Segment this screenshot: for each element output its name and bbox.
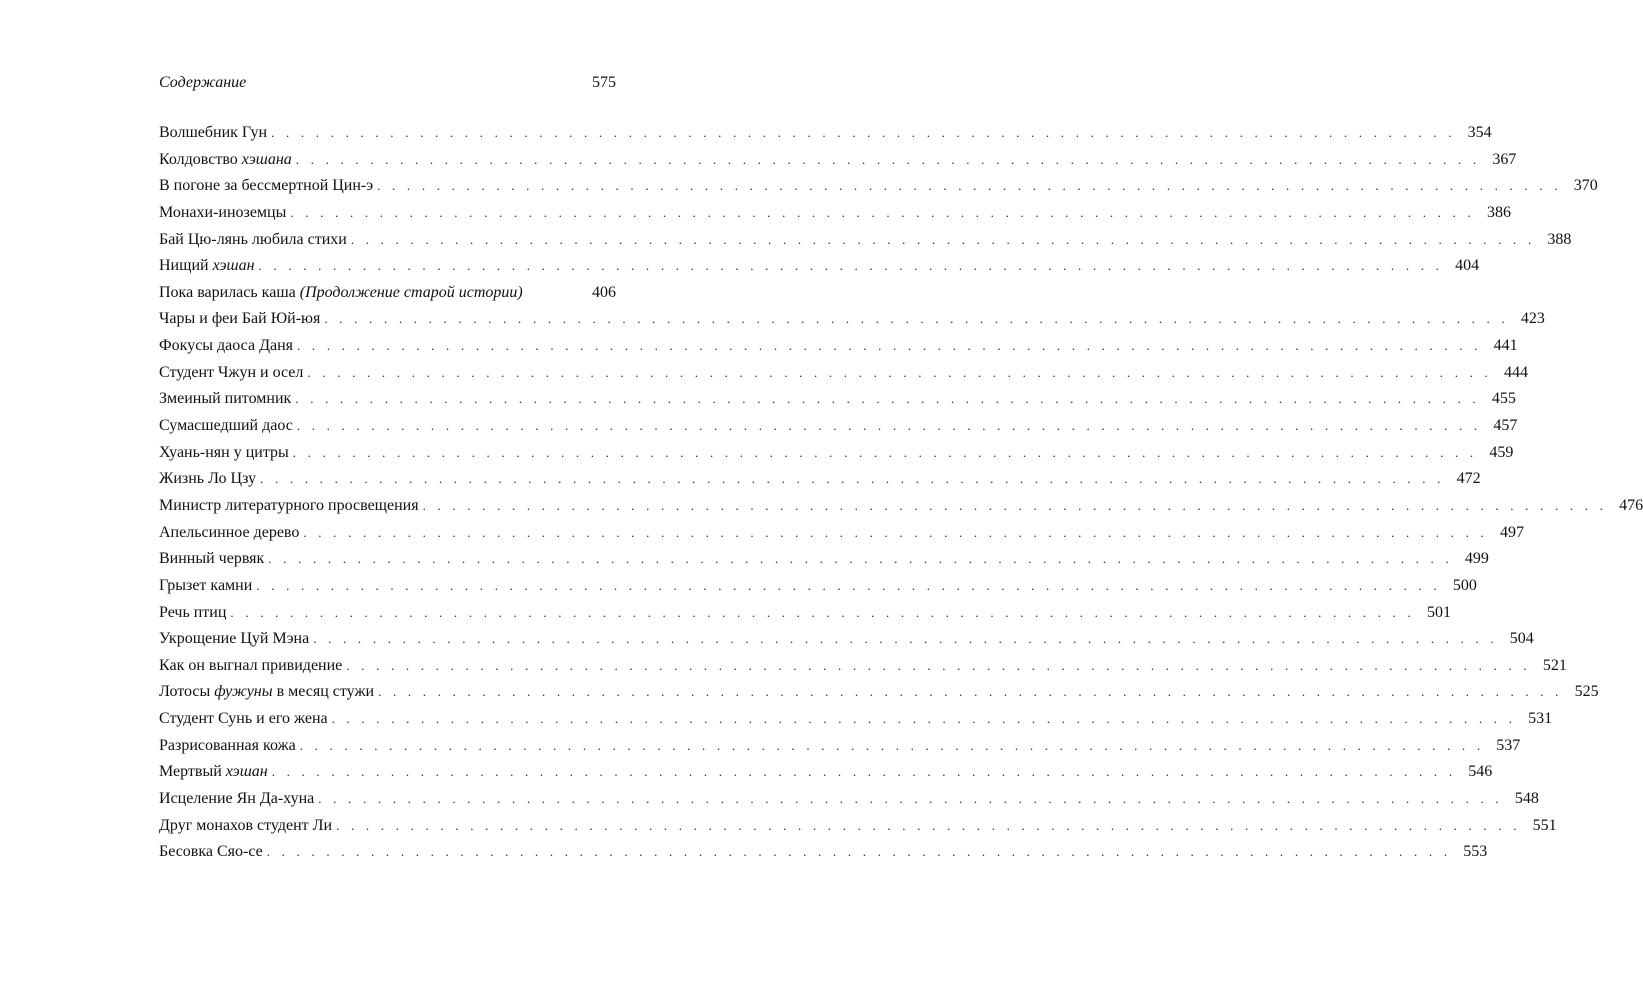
toc-dot-leader: . . . . . . . . . . . . . . . . . . . . . . . . . . . . . . . . . . . . . . . . . . . . . . . . . . . . . . . . . . . . . . . . . . . . . . . . . . . . . . . . — [268, 551, 1453, 567]
toc-entry-page: 548 — [1514, 790, 1539, 808]
toc-entry-title-part: Пока варилась каша — [159, 283, 300, 301]
toc-entry-title — [159, 817, 332, 835]
toc-entry-title — [159, 284, 523, 302]
toc-entry-title — [159, 417, 293, 435]
toc-entry — [159, 816, 1557, 844]
toc-entry — [159, 630, 1534, 657]
toc-entry-page: 497 — [1499, 523, 1524, 541]
toc-entry-page: 455 — [1491, 390, 1516, 408]
toc-entry — [159, 603, 1451, 631]
toc-entry-title-part: Укрощение Цуй Мэна — [159, 630, 310, 648]
toc-entry — [159, 576, 1477, 604]
toc-dot-leader: . . . . . . . . . . . . . . . . . . . . . . . . . . . . . . . . . . . . . . . . . . . . . . . . . . . . . . . . . . . . . . . . . . . . . . . . . . . . . . . . — [299, 737, 1485, 753]
toc-entry-title-part: Министр литературного просвещения — [159, 496, 419, 514]
toc-entry-title-part: Змеиный питомник — [159, 390, 292, 408]
toc-entry-title — [159, 657, 342, 675]
toc-entry-title-italic-part: фужуны — [214, 683, 273, 701]
toc-entry-page: 499 — [1464, 550, 1489, 568]
toc-entry-title-part: Волшебник Гун — [159, 124, 268, 141]
toc-entry-page: 386 — [1486, 203, 1511, 221]
toc-entry-title — [159, 577, 252, 595]
toc-entry-title-part: в месяц стужи — [272, 683, 375, 701]
toc-dot-leader: . . . . . . . . . . . . . . . . . . . . . . . . . . . . . . . . . . . . . . . . . . . . . . . . . . . . . . . . . . . . . . . . . . . . . . . . . . . . . . . . — [296, 418, 1482, 434]
toc-entry — [159, 284, 616, 311]
toc-entry-title-part: Исцеление Ян Да-хуна — [159, 790, 315, 808]
toc-entry — [159, 496, 1643, 524]
toc-dot-leader: . . . . . . . . . . . . . . . . . . . . . . . . . . . . . . . . . . . . . . . . . . . . . . . . . . . . . . . . . . . . . . . . . . . . . . . . . . . . . . . . — [266, 844, 1452, 860]
toc-entry-title — [159, 444, 289, 462]
toc-entry — [159, 736, 1521, 764]
toc-entry-title — [159, 550, 264, 568]
toc-entry-title-part: Нищий — [159, 257, 213, 275]
toc-entry-title-part: Грызет камни — [159, 576, 253, 594]
toc-entry-title-part: Чары и феи Бай Юй-юя — [159, 310, 321, 328]
toc-dot-leader: . . . . . . . . . . . . . . . . . . . . . . . . . . . . . . . . . . . . . . . . . . . . . . . . . . . . . . . . . . . . . . . . . . . . . . . . . . . . . . . . — [331, 711, 1517, 727]
toc-entry-title-part: Речь птиц — [159, 603, 227, 621]
toc-entry — [159, 203, 1511, 231]
toc-entry-page: 457 — [1493, 417, 1518, 435]
toc-entry-page: 370 — [1573, 177, 1598, 195]
toc-entry-title — [159, 257, 255, 275]
toc-entry — [159, 310, 1545, 337]
toc-entry-page: 444 — [1503, 363, 1528, 381]
toc-dot-leader: . . . . . . . . . . . . . . . . . . . . . . . . . . . . . . . . . . . . . . . . . . . . . . . . . . . . . . . . . . . . . . . . . . . . . . . . . . . . . . . . — [295, 151, 1481, 167]
toc-entry — [159, 390, 1516, 417]
toc-dot-leader: . . . . . . . . . . . . . . . . . . . . . . . . . . . . . . . . . . . . . . . . . . . . . . . . . . . . . . . . . . . . . . . . . . . . . . . . . . . . . . . . — [271, 125, 1456, 140]
toc-entry-title — [159, 470, 256, 488]
toc-entry-page: 367 — [1492, 150, 1517, 168]
toc-entry-title — [159, 683, 374, 701]
toc-entry-title — [159, 310, 320, 328]
toc-entry-title-part: Винный червяк — [159, 550, 265, 568]
toc-entry-page: 537 — [1496, 736, 1521, 754]
toc-entry-title — [159, 390, 291, 408]
toc-dot-leader: . . . . . . . . . . . . . . . . . . . . . . . . . . . . . . . . . . . . . . . . . . . . . . . . . . . . . . . . . . . . . . . . . . . . . . . . . . . . . . . . — [422, 497, 1608, 513]
toc-entry — [159, 683, 1599, 710]
toc-entry — [159, 124, 1492, 151]
toc-entry-page: 388 — [1547, 230, 1572, 248]
toc-dot-leader: . . . . . . . . . . . . . . . . . . . . . . . . . . . . . . . . . . . . . . . . . . . . . . . . . . . . . . . . . . . . . . . . . . . . . . . . . . . . . . . . — [292, 444, 1478, 460]
toc-entry-title — [159, 204, 286, 222]
toc-entry — [159, 443, 1514, 471]
toc-dot-leader: . . . . . . . . . . . . . . . . . . . . . . . . . . . . . . . . . . . . . . . . . . . . . . . . . . . . . . . . . . . . . . . . . . . . . . . . . . . . . . . . — [303, 524, 1488, 540]
toc-dot-leader: . . . . . . . . . . . . . . . . . . . . . . . . . . . . . . . . . . . . . . . . . . . . . . . . . . . . . . . . . . . . . . . . . . . . . . . . . . . . . . . . — [377, 178, 1562, 194]
table-of-contents — [159, 124, 1643, 870]
toc-entry-title — [159, 763, 268, 781]
toc-entry-title — [159, 364, 303, 382]
toc-entry-title — [159, 630, 309, 648]
running-header-title: Содержание — [159, 74, 247, 91]
toc-entry-page: 504 — [1509, 630, 1534, 648]
toc-entry-title-part: Колдовство — [159, 150, 242, 168]
toc-entry-title-part: Мертвый — [159, 763, 226, 781]
toc-entry-title-part: В погоне за бессмертной Цин-э — [159, 177, 374, 195]
toc-entry-page: 441 — [1493, 337, 1518, 355]
toc-entry-title-part: Студент Сунь и его жена — [159, 710, 328, 728]
toc-entry-page: 476 — [1619, 496, 1643, 514]
toc-dot-leader: . . . . . . . . . . . . . . . . . . . . . . . . . . . . . . . . . . . . . . . . . . . . . . . . . . . . . . . . . . . . . . . . . . . . . . . . . . . . . . . . — [230, 604, 1415, 620]
toc-dot-leader: . . . . . . . . . . . . . . . . . . . . . . . . . . . . . . . . . . . . . . . . . . . . . . . . . . . . . . . . . . . . . . . . . . . . . . . . . . . . . . . . — [318, 791, 1503, 807]
toc-dot-leader: . . . . . . . . . . . . . . . . . . . . . . . . . . . . . . . . . . . . . . . . . . . . . . . . . . . . . . . . . . . . . . . . . . . . . . . . . . . . . . . . — [256, 577, 1441, 593]
toc-entry — [159, 150, 1517, 178]
toc-entry-title — [159, 710, 328, 728]
toc-entry-title — [159, 737, 296, 755]
toc-entry — [159, 523, 1524, 551]
toc-entry-page: 551 — [1532, 816, 1557, 834]
toc-entry-title-part: Студент Чжун и осел — [159, 363, 304, 381]
toc-entry-title-italic-part: (Продолжение старой истории) — [299, 283, 523, 301]
toc-entry-title — [159, 843, 263, 861]
toc-entry-page: 501 — [1426, 603, 1451, 621]
toc-entry-page: 553 — [1463, 843, 1488, 861]
toc-entry — [159, 337, 1518, 364]
toc-entry-title-part: Бесовка Сяо-се — [159, 843, 263, 861]
toc-entry-title-part: Сумасшедший даос — [159, 417, 293, 435]
toc-entry-title-part: Разрисованная кожа — [159, 736, 296, 754]
toc-dot-leader: . . . . . . . . . . . . . . . . . . . . . . . . . . . . . . . . . . . . . . . . . . . . . . . . . . . . . . . . . . . . . . . . . . . . . . . . . . . . . . . . — [290, 204, 1475, 220]
running-header — [159, 74, 616, 96]
toc-entry-title — [159, 604, 226, 622]
toc-entry-title-part: Друг монахов студент Ли — [159, 816, 333, 834]
toc-entry — [159, 230, 1572, 258]
toc-entry-title — [159, 231, 347, 249]
toc-entry — [159, 790, 1539, 817]
toc-entry-title — [159, 790, 314, 808]
toc-entry — [159, 550, 1489, 577]
toc-entry — [159, 177, 1598, 204]
toc-entry-page: 500 — [1452, 576, 1477, 594]
toc-entry — [159, 763, 1493, 790]
toc-entry-title-part: Как он выгнал привидение — [159, 656, 343, 674]
toc-entry — [159, 656, 1567, 684]
toc-dot-leader: . . . . . . . . . . . . . . . . . . . . . . . . . . . . . . . . . . . . . . . . . . . . . . . . . . . . . . . . . . . . . . . . . . . . . . . . . . . . . . . . — [295, 391, 1480, 407]
toc-entry-title-part: Бай Цю-лянь любила стихи — [159, 230, 347, 248]
toc-dot-leader: . . . . . . . . . . . . . . . . . . . . . . . . . . . . . . . . . . . . . . . . . . . . . . . . . . . . . . . . . . . . . . . . . . . . . . . . . . . . . . . . — [297, 338, 1482, 354]
toc-dot-leader: . . . . . . . . . . . . . . . . . . . . . . . . . . . . . . . . . . . . . . . . . . . . . . . . . . . . . . . . . . . . . . . . . . . . . . . . . . . . . . . . — [260, 471, 1445, 487]
toc-dot-leader: . . . . . . . . . . . . . . . . . . . . . . . . . . . . . . . . . . . . . . . . . . . . . . . . . . . . . . . . . . . . . . . . . . . . . . . . . . . . . . . . — [307, 364, 1492, 380]
toc-entry-page: 404 — [1455, 257, 1480, 275]
toc-entry-title-part: Апельсинное дерево — [159, 523, 300, 541]
toc-entry — [159, 257, 1480, 284]
toc-entry-title-italic-part: хэшана — [241, 150, 292, 168]
toc-dot-leader: . . . . . . . . . . . . . . . . . . . . . . . . . . . . . . . . . . . . . . . . . . . . . . . . . . . . . . . . . . . . . . . . . . . . . . . . . . . . . . . . — [336, 817, 1521, 833]
toc-entry-title — [159, 337, 293, 355]
toc-entry — [159, 363, 1528, 391]
toc-entry-page: 525 — [1574, 683, 1599, 701]
page-number: 575 — [592, 74, 616, 91]
toc-dot-leader: . . . . . . . . . . . . . . . . . . . . . . . . . . . . . . . . . . . . . . . . . . . . . . . . . . . . . . . . . . . . . . . . . . . . . . . . . . . . . . . . — [378, 684, 1563, 700]
toc-entry-page: 459 — [1489, 443, 1514, 461]
toc-dot-leader: . . . . . . . . . . . . . . . . . . . . . . . . . . . . . . . . . . . . . . . . . . . . . . . . . . . . . . . . . . . . . . . . . . . . . . . . . . . . . . . . — [271, 764, 1457, 780]
toc-entry-title — [159, 124, 267, 142]
toc-entry-page: 531 — [1528, 710, 1553, 728]
toc-entry-title — [159, 497, 419, 515]
toc-entry-page: 423 — [1520, 310, 1545, 328]
toc-entry-title-italic-part: хэшан — [212, 257, 255, 275]
toc-entry-page: 406 — [592, 283, 616, 301]
toc-entry-title — [159, 151, 292, 169]
toc-dot-leader: . . . . . . . . . . . . . . . . . . . . . . . . . . . . . . . . . . . . . . . . . . . . . . . . . . . . . . . . . . . . . . . . . . . . . . . . . . . . . . . . — [324, 311, 1509, 327]
toc-entry-page: 354 — [1467, 124, 1492, 141]
toc-entry-title-part: Лотосы — [159, 683, 215, 701]
toc-entry-page: 472 — [1456, 470, 1481, 488]
toc-entry — [159, 417, 1518, 444]
toc-entry-title-part: Хуань-нян у цитры — [159, 443, 289, 461]
toc-entry-title — [159, 177, 373, 195]
toc-dot-leader: . . . . . . . . . . . . . . . . . . . . . . . . . . . . . . . . . . . . . . . . . . . . . . . . . . . . . . . . . . . . . . . . . . . . . . . . . . . . . . . . — [350, 231, 1536, 247]
toc-entry — [159, 843, 1488, 870]
toc-entry-title-part: Жизнь Ло Цзу — [159, 470, 257, 488]
toc-dot-leader: . . . . . . . . . . . . . . . . . . . . . . . . . . . . . . . . . . . . . . . . . . . . . . . . . . . . . . . . . . . . . . . . . . . . . . . . . . . . . . . . — [258, 258, 1444, 274]
toc-entry-title — [159, 524, 299, 542]
toc-dot-leader: . . . . . . . . . . . . . . . . . . . . . . . . . . . . . . . . . . . . . . . . . . . . . . . . . . . . . . . . . . . . . . . . . . . . . . . . . . . . . . . . — [346, 657, 1531, 673]
toc-entry-title-italic-part: хэшан — [225, 763, 268, 781]
toc-entry-title-part: Монахи-иноземцы — [159, 203, 287, 221]
toc-entry-page: 546 — [1468, 763, 1493, 781]
toc-dot-leader: . . . . . . . . . . . . . . . . . . . . . . . . . . . . . . . . . . . . . . . . . . . . . . . . . . . . . . . . . . . . . . . . . . . . . . . . . . . . . . . . — [313, 631, 1498, 647]
toc-entry — [159, 470, 1481, 497]
toc-entry — [159, 710, 1553, 737]
toc-entry-title-part: Фокусы даоса Даня — [159, 337, 294, 355]
toc-entry-page: 521 — [1542, 656, 1567, 674]
